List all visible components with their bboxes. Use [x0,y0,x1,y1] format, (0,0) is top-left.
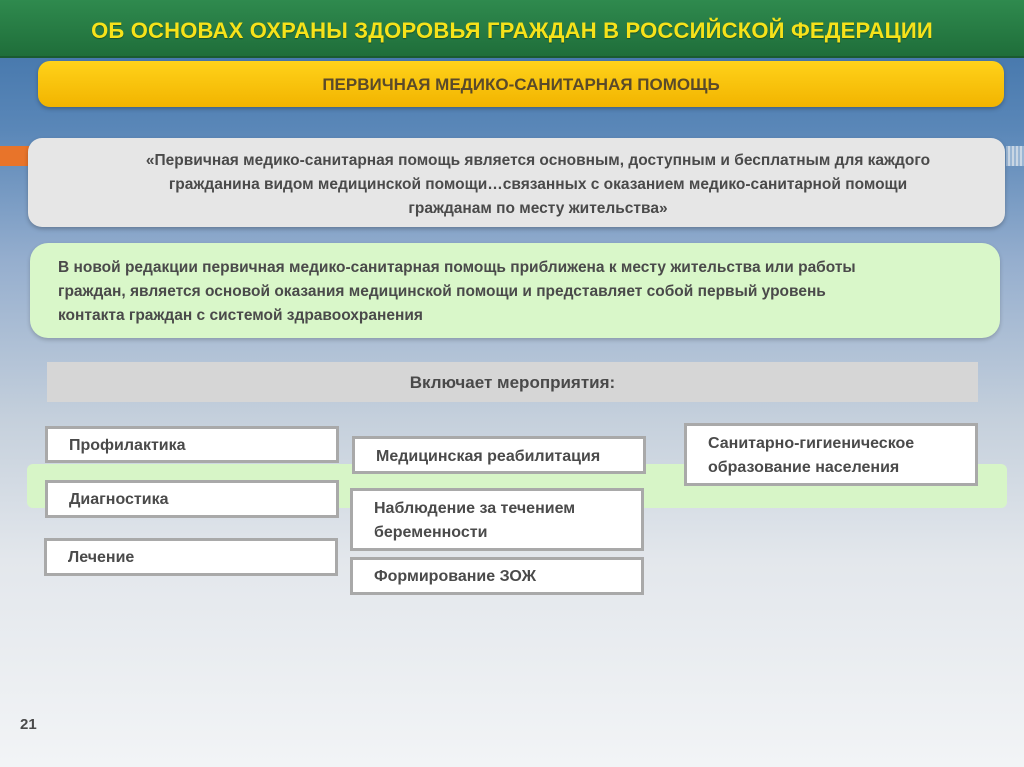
subtitle-banner [38,61,1004,107]
activity-sanitary-line-1: Санитарно-гигиеническое [708,435,915,452]
activity-rehabilitation [352,436,646,474]
activity-prevention-label: Профилактика [69,437,186,454]
new-edition-line-1: В новой редакции первичная медико-санитарная помощь приближена к месту жительства или работы [58,259,856,276]
orange-accent-stripe [0,146,30,166]
definition-quote-box [28,138,1005,227]
activity-treatment [44,538,338,576]
activity-sanitary-education [684,423,978,486]
new-edition-line-3: контакта граждан с системой здравоохранения [58,307,423,324]
activity-prevention [45,426,339,463]
activity-rehabilitation-label: Медицинская реабилитация [376,448,601,465]
header-bar [0,0,1024,58]
new-edition-box [30,243,1000,338]
subtitle-text: ПЕРВИЧНАЯ МЕДИКО-САНИТАРНАЯ ПОМОЩЬ [322,75,720,94]
activity-sanitary-line-2: образование населения [708,459,900,476]
includes-heading-bar [47,362,978,402]
quote-line-1: «Первичная медико-санитарная помощь является основным, доступным и бесплатным для каждого [145,152,931,169]
activity-treatment-label: Лечение [68,549,135,566]
activity-diagnostics [45,480,339,518]
activity-pregnancy-line-1: Наблюдение за течением [374,500,576,517]
activity-diagnostics-label: Диагностика [69,491,169,508]
slide-title: ОБ ОСНОВАХ ОХРАНЫ ЗДОРОВЬЯ ГРАЖДАН В РОССИЙСКОЙ ФЕДЕРАЦИИ [91,18,933,43]
activity-pregnancy-monitoring [350,488,644,551]
quote-line-2: гражданина видом медицинской помощи…связанных с оказанием медико-санитарной помощи [168,176,908,193]
page-number: 21 [20,716,37,733]
definition-quote-text [98,149,978,221]
quote-line-3: гражданам по месту жительства» [408,200,668,217]
includes-heading: Включает мероприятия: [409,373,616,392]
activity-healthy-lifestyle-label: Формирование ЗОЖ [374,568,537,585]
decorative-stripe-right [1006,146,1024,166]
new-edition-line-2: граждан, является основой оказания медицинской помощи и представляет собой первый уровень [58,283,826,300]
activity-healthy-lifestyle [350,557,644,595]
new-edition-text [58,256,978,328]
activity-pregnancy-line-2: беременности [374,524,488,541]
